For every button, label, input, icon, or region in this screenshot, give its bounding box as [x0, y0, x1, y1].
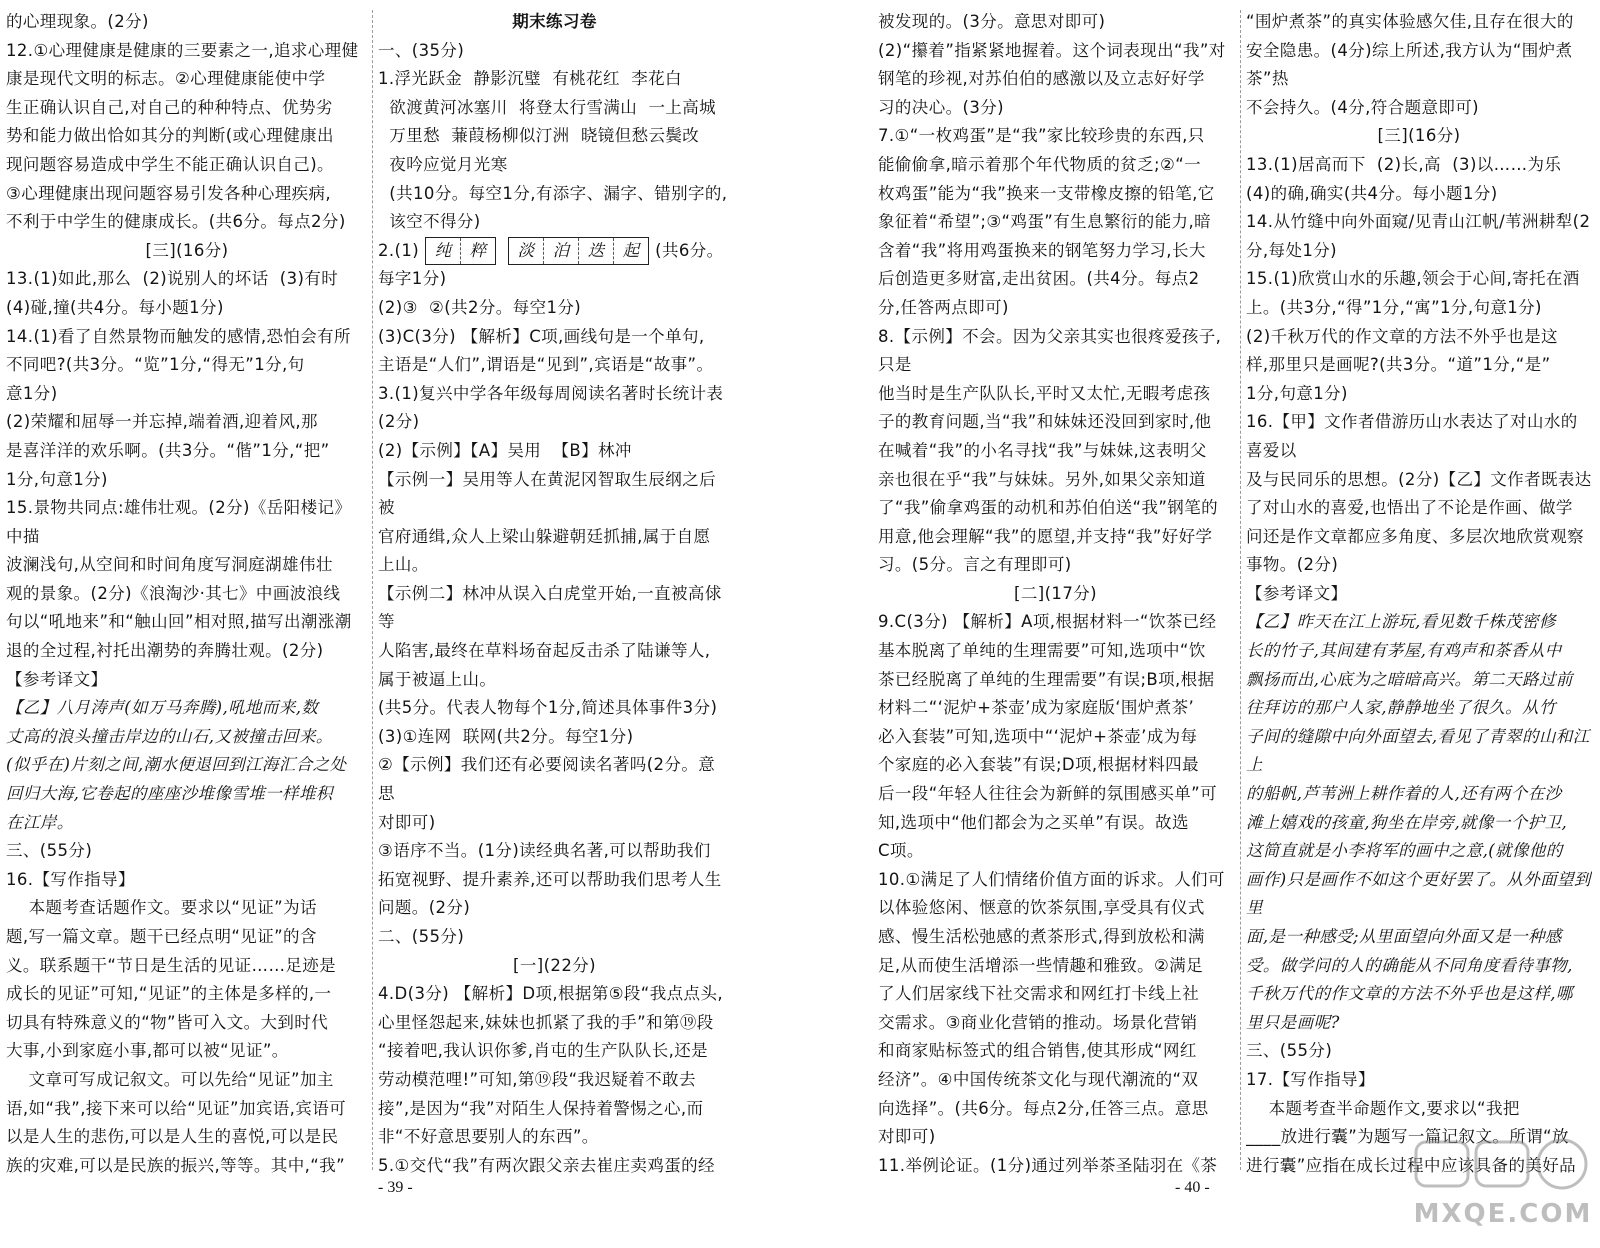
tianzige-cell: 淡 — [517, 241, 535, 261]
text-line: 切具有特殊意义的“物”皆可入文。大到时代 — [6, 1012, 329, 1032]
text-line: 9.C(3分) 【解析】A项,根据材料一“饮茶已经 — [878, 612, 1217, 632]
text-line: 11.举例论证。(1分)通过列举茶圣陆羽在《茶 — [878, 1155, 1218, 1173]
text-line: 必入套装”可知,选项中“‘泥炉+茶壶’成为每 — [878, 726, 1198, 746]
text-line: (共10分。每空1分,有添字、漏字、错别字的, — [378, 183, 728, 203]
text-line: 4.D(3分) 【解析】D项,根据第⑤段“我点点头, — [378, 984, 724, 1004]
text-line: 用意,他会理解“我”的愿望,并支持“我”好好学 — [878, 526, 1213, 546]
text-line: 基本脱离了单纯的生理需要”可知,选项中“饮 — [878, 641, 1206, 661]
text-line: 被发现的。(3分。意思对即可) — [878, 12, 1106, 31]
text-line: [一](22分) — [513, 955, 596, 975]
text-line: 接”,是因为“我”对陌生人保持着警惕之心,而 — [378, 1098, 704, 1118]
text-line: 知,选项中“他们都会为之买单”有误。故选 — [878, 812, 1189, 832]
text-line: 回归大海,它卷起的座座沙堆像雪堆一样堆积 — [6, 784, 333, 804]
text-line: 心里怪怨起来,妹妹也抓紧了我的手”和第⑲段 — [378, 1012, 714, 1032]
column-divider — [1240, 10, 1241, 1170]
text-line: 往拜访的那户人家,静静地坐了很久。从竹 — [1246, 698, 1556, 718]
text-line: [二](17分) — [1014, 583, 1097, 603]
text-line: 分,任答两点即可) — [878, 297, 1009, 317]
text-line: (4)碰,撞(共4分。每小题1分) — [6, 297, 224, 317]
text-line: (2分) — [378, 412, 420, 432]
text-line: (2)千秋万代的作文章的方法不外乎也是这 — [1246, 326, 1558, 346]
text-line: 波澜浅句,从空间和时间角度写洞庭湖雄伟壮 — [6, 555, 333, 575]
text-line: 本题考查半命题作文,要求以“我把 — [1246, 1098, 1520, 1118]
text-line: 事物。(2分) — [1246, 555, 1339, 575]
text-line: 生正确认识自己,对自己的种种特点、优势劣 — [6, 97, 333, 117]
left-page-column-1 — [6, 8, 368, 1173]
text-line: 交需求。③商业化营销的推动。场景化营销 — [878, 1012, 1198, 1032]
text-line: (似乎在)片刻之间,潮水便退回到江海汇合之处 — [6, 755, 347, 775]
text-line: 康是现代文明的标志。②心理健康能使中学 — [6, 69, 326, 89]
text-line: 官府通缉,众人上梁山躲避朝廷抓捕,属于自愿 — [378, 526, 711, 546]
text-line: 在江岸。 — [6, 812, 74, 832]
text-line: 属于被逼上山。 — [378, 669, 497, 689]
text-line: 势和能力做出恰如其分的判断(或心理健康出 — [6, 126, 334, 146]
text-line: 钢笔的珍视,对苏伯伯的感激以及立志好好学 — [878, 69, 1205, 89]
text-line: 1.浮光跃金 静影沉璧 有桃花红 李花白 — [378, 69, 682, 89]
text-line: 后创造更多财富,走出贫困。(共4分。每点2 — [878, 269, 1200, 289]
text-line: 长的竹子,其间建有茅屋,有鸡声和茶香从中 — [1246, 641, 1562, 661]
left-page-column-2 — [378, 8, 731, 1173]
text-line: 后一段“年轻人往往会为新鲜的氛围感买单”可 — [878, 784, 1217, 804]
text-line: 茶已经脱离了单纯的生理需要”有误;B项,根据 — [878, 669, 1215, 689]
text-line: 万里愁 蒹葭杨柳似汀洲 晓镜但愁云鬓改 — [378, 126, 700, 146]
text-line: 16.【写作指导】 — [6, 869, 135, 889]
text-line: (4)的确,确实(共4分。每小题1分) — [1246, 183, 1498, 203]
text-line: 是喜洋洋的欢乐啊。(共3分。“偕”1分,“把” — [6, 440, 330, 460]
text-line: 对即可) — [378, 812, 436, 832]
page-number-left: - 39 - — [378, 1179, 413, 1196]
text-line: 成长的见证”可知,“见证”的主体是多样的,一 — [6, 984, 332, 1004]
text-line: 能偷偷拿,暗示着那个年代物质的贫乏;②“一 — [878, 154, 1202, 174]
text-line: 本题考查话题作文。要求以“见证”为话 — [6, 898, 317, 918]
text-line: 在喊着“我”的小名寻找“我”与妹妹,这表明父 — [878, 440, 1207, 460]
text-line: 退的全过程,衬托出潮势的奔腾壮观。(2分) — [6, 641, 324, 661]
text-line: 不利于中学生的健康成长。(共6分。每点2分) — [6, 212, 346, 232]
text-line: 对即可) — [878, 1127, 936, 1147]
text-line: (2)【示例】【A】吴用 【B】林冲 — [378, 440, 632, 460]
text-line: 12.①心理健康是健康的三要素之一,追求心理健 — [6, 40, 359, 60]
text-line: (2)荣耀和屈辱一并忘掉,端着酒,迎着风,那 — [6, 412, 318, 432]
text-line: 问题。(2分) — [378, 898, 471, 918]
text-line: 三、(55分) — [1246, 1041, 1333, 1061]
text-line: ②【示例】我们还有必要阅读名著吗(2分。意思 — [378, 755, 716, 804]
text-line: 上。(共3分,“得”1分,“寓”1分,句意1分) — [1246, 297, 1542, 317]
text-line: 滩上嬉戏的孩童,狗坐在岸旁,就像一个护卫, — [1246, 812, 1568, 832]
text-line: 子间的缝隙中向外面望去,看见了青翠的山和江上 — [1246, 726, 1590, 775]
watermark-url: MXQE.COM — [1413, 1199, 1593, 1229]
text-line: 亲也很在乎“我”与妹妹。另外,如果父亲知道 — [878, 469, 1206, 489]
text-line: 不会持久。(4分,符合题意即可) — [1246, 97, 1480, 117]
text-line: 了人们居家线下社交需求和网红打卡线上社 — [878, 984, 1200, 1004]
text-line: 期末练习卷 — [512, 12, 597, 31]
text-line: 他当时是生产队队长,平时又太忙,无暇考虑孩 — [878, 383, 1211, 403]
text-line: 样,那里只是画呢?(共3分。“道”1分,“是” — [1246, 355, 1551, 375]
tianzige-cell: 粹 — [460, 238, 495, 264]
text-line: 问还是作文章都应多角度、多层次地欣赏观察 — [1246, 526, 1584, 546]
text-line: 了对山水的喜爱,也悟出了不论是作画、做学 — [1246, 498, 1573, 518]
text-line: 16.【甲】文作者借游历山水表达了对山水的喜爱以 — [1246, 412, 1578, 460]
text-line: 1分,句意1分) — [1246, 383, 1348, 403]
tianzige-cell: 起 — [613, 238, 648, 264]
text-line: 【示例一】吴用等人在黄泥冈智取生辰纲之后被 — [378, 469, 716, 518]
text-line: 【参考译文】 — [6, 669, 108, 689]
text-line: (3)①连网 联网(共2分。每空1分) — [378, 726, 634, 746]
text-line: 个家庭的必入套装”有误;D项,根据材料四最 — [878, 755, 1199, 775]
text-line: 含着“我”将用鸡蛋换来的钢笔努力学习,长大 — [878, 240, 1206, 260]
text-line: 向选择”。(共6分。每点2分,任答三点。意思 — [878, 1098, 1209, 1118]
text-line: 人陷害,最终在草料场奋起反击杀了陆谦等人, — [378, 641, 711, 661]
text-line: 受。做学问的人的确能从不同角度看待事物, — [1246, 955, 1573, 975]
text-line: 【乙】八月涛声(如万马奔腾),吼地而来,数 — [6, 698, 319, 718]
text-line: 句以“吼地来”和“触山回”相对照,描写出潮涨潮 — [6, 612, 352, 632]
text-line: 三、(55分) — [6, 841, 93, 861]
text-line: 里只是画呢? — [1246, 1012, 1340, 1032]
text-line: 【示例二】林冲从误入白虎堂开始,一直被高俅等 — [378, 583, 722, 632]
text-line: 的船帆,芦苇洲上耕作着的人,还有两个在沙 — [1246, 784, 1562, 804]
text-line: 8.【示例】不会。因为父亲其实也很疼爱孩子,只是 — [878, 326, 1222, 375]
text-line: 【乙】昨天在江上游玩,看见数千株茂密修 — [1246, 612, 1556, 632]
text-line: 14.从竹缝中向外面窥/见青山江帆/苇洲耕犁(2 — [1246, 212, 1591, 232]
text-line: 题,写一篇文章。题干已经点明“见证”的含 — [6, 927, 317, 946]
text-line: 材料二“‘泥炉+茶壶’成为家庭版‘围炉煮茶’ — [878, 698, 1195, 718]
text-line: 大事,小到家庭小事,都可以被“见证”。 — [6, 1041, 289, 1061]
text-line: 1分,句意1分) — [6, 469, 108, 489]
text-line: 5.①交代“我”有两次跟父亲去崔庄卖鸡蛋的经 — [378, 1155, 715, 1173]
right-page-column-2 — [1246, 8, 1592, 1173]
text-line: (共5分。代表人物每个1分,简述具体事件3分) — [378, 698, 718, 718]
text-line: 14.(1)看了自然景物而触发的感情,恐怕会有所 — [6, 326, 351, 346]
text-line: 劳动模范哩!”可知,第⑲段“我迟疑着不敢去 — [378, 1069, 696, 1089]
text-line: 以是人生的悲伤,可以是人生的喜悦,可以是民 — [6, 1127, 339, 1147]
text-line: “围炉煮茶”的真实体验感欠佳,且存在很大的 — [1246, 12, 1574, 31]
text-line: [三](16分) — [145, 240, 229, 260]
text-line: 进行囊”应指在成长过程中应该具备的美好品 — [1246, 1155, 1577, 1173]
text-line: 现问题容易造成中学生不能正确认识自己)。 — [6, 154, 334, 174]
text-line: 二、(55分) — [378, 927, 465, 946]
text-line: (3)C(3分) 【解析】C项,画线句是一个单句, — [378, 326, 705, 346]
text-line: 象征着“希望”;③“鸡蛋”有生息繁衍的能力,暗 — [878, 212, 1211, 232]
text-line: 语,如“我”,接下来可以给“见证”加宾语,宾语可 — [6, 1098, 347, 1118]
text-line: [三](16分) — [1377, 126, 1461, 146]
text-line: 主语是“人们”,谓语是“见到”,宾语是“故事”。 — [378, 355, 714, 375]
text-line: 17.【写作指导】 — [1246, 1069, 1375, 1089]
text-line: 丈高的浪头撞击岸边的山石,又被撞击回来。 — [6, 726, 333, 746]
text-line: C项。 — [878, 841, 924, 861]
text-line: ③语序不当。(1分)读经典名著,可以帮助我们 — [378, 841, 711, 861]
text-line: 习。(5分。言之有理即可) — [878, 555, 1072, 575]
text-line: 13.(1)居高而下 (2)长,高 (3)以……为乐 — [1246, 154, 1562, 174]
column-divider — [372, 10, 373, 1170]
text-line: 一、(35分) — [378, 40, 465, 60]
text-line: 文章可写成记叙文。可以先给“见证”加主 — [6, 1069, 334, 1089]
text-line: 意1分) — [6, 383, 58, 403]
text-line: 习的决心。(3分) — [878, 97, 1004, 117]
text-line: 【参考译文】 — [1246, 583, 1348, 603]
text-line: 上山。 — [378, 555, 429, 575]
text-line: 了“我”偷拿鸡蛋的动机和苏伯伯送“我”钢笔的 — [878, 498, 1218, 518]
tianzige-cell: 迭 — [578, 238, 613, 264]
text-line: 非“不好意思要别人的东西”。 — [378, 1127, 599, 1147]
text-line: 枚鸡蛋”能为“我”换来一支带橡皮擦的铅笔,它 — [878, 183, 1215, 203]
tianzige-cell: 纯 — [434, 241, 452, 261]
text-line: 和商家贴标签式的组合销售,使其形成“网红 — [878, 1041, 1197, 1061]
text-line: 以体验悠闲、惬意的饮茶氛围,享受具有仪式 — [878, 898, 1205, 918]
text-line: 3.(1)复兴中学各年级每周阅读名著时长统计表 — [378, 383, 724, 403]
text-line: 分,每处1分) — [1246, 240, 1337, 260]
text-line: 安全隐患。(4分)综上所述,我方认为“围炉煮茶”热 — [1246, 40, 1573, 89]
text-line: 观的景象。(2分)《浪淘沙·其七》中画波浪线 — [6, 583, 341, 603]
text-line: 欲渡黄河冰塞川 将登太行雪满山 一上高城 — [378, 97, 717, 117]
page-number-right: - 40 - — [1175, 1179, 1210, 1196]
text-line: 面,是一种感受;从里面望向外面又是一种感 — [1246, 927, 1562, 946]
text-line: 族的灾难,可以是民族的振兴,等等。其中,“我” — [6, 1155, 346, 1173]
tianzige-cell: 泊 — [543, 238, 578, 264]
text-line: (2)“攥着”指紧紧地握着。这个词表现出“我”对 — [878, 40, 1226, 60]
text-line: 义。联系题干“节日是生活的见证……足迹是 — [6, 955, 337, 975]
text-line: 这简直就是小李将军的画中之意,(就像他的 — [1246, 841, 1563, 861]
text-line: 15.景物共同点:雄伟壮观。(2分)《岳阳楼记》中描 — [6, 498, 352, 546]
text-line: 每字1分) — [378, 269, 447, 289]
text-line: 千秋万代的作文章的方法不外乎也是这样,哪 — [1246, 984, 1573, 1004]
text-line: “接着吧,我认识你爹,肖屯的生产队队长,还是 — [378, 1041, 709, 1061]
text-line: 15.(1)欣赏山水的乐趣,领会于心间,寄托在酒 — [1246, 269, 1580, 289]
text-line: 飘扬而出,心底为之暗暗高兴。第二天路过前 — [1246, 669, 1573, 689]
text-line: 2.(1) 纯 粹 淡 泊 迭 起 (共6分。 — [378, 237, 731, 266]
text-line: 7.①“一枚鸡蛋”是“我”家比较珍贵的东西,只 — [878, 126, 1205, 146]
text-line: 足,从而使生活增添一些情趣和雅致。②满足 — [878, 955, 1204, 975]
right-page-column-1 — [878, 8, 1233, 1173]
text-line: 10.①满足了人们情绪价值方面的诉求。人们可 — [878, 869, 1225, 889]
text-line: 不同吧?(共3分。“览”1分,“得无”1分,句 — [6, 355, 305, 375]
text-line: 夜吟应觉月光寒 — [378, 154, 508, 174]
text-line: 拓宽视野、提升素养,还可以帮助我们思考人生 — [378, 869, 722, 889]
text-line: 及与民同乐的思想。(2分)【乙】文作者既表达 — [1246, 469, 1592, 489]
text-line: 13.(1)如此,那么 (2)说别人的坏话 (3)有时 — [6, 269, 339, 289]
text-line: 感、慢生活松弛感的煮茶形式,得到放松和满 — [878, 927, 1205, 946]
text-line: 该空不得分) — [378, 212, 481, 232]
text-line: 画作)只是画作不如这个更好罢了。从外面望到里 — [1246, 869, 1591, 918]
text-line: ③心理健康出现问题容易引发各种心理疾病, — [6, 183, 332, 203]
text-line: 的心理现象。(2分) — [6, 12, 149, 31]
text-line: 子的教育问题,当“我”和妹妹还没回到家时,他 — [878, 412, 1212, 432]
text-line: 经济”。④中国传统茶文化与现代潮流的“双 — [878, 1069, 1199, 1089]
text-line: ____放进行囊”为题写一篇记叙文。所谓“放 — [1246, 1127, 1569, 1147]
text-line: (2)③ ②(共2分。每空1分) — [378, 297, 582, 317]
watermark-logo — [1412, 1136, 1594, 1236]
